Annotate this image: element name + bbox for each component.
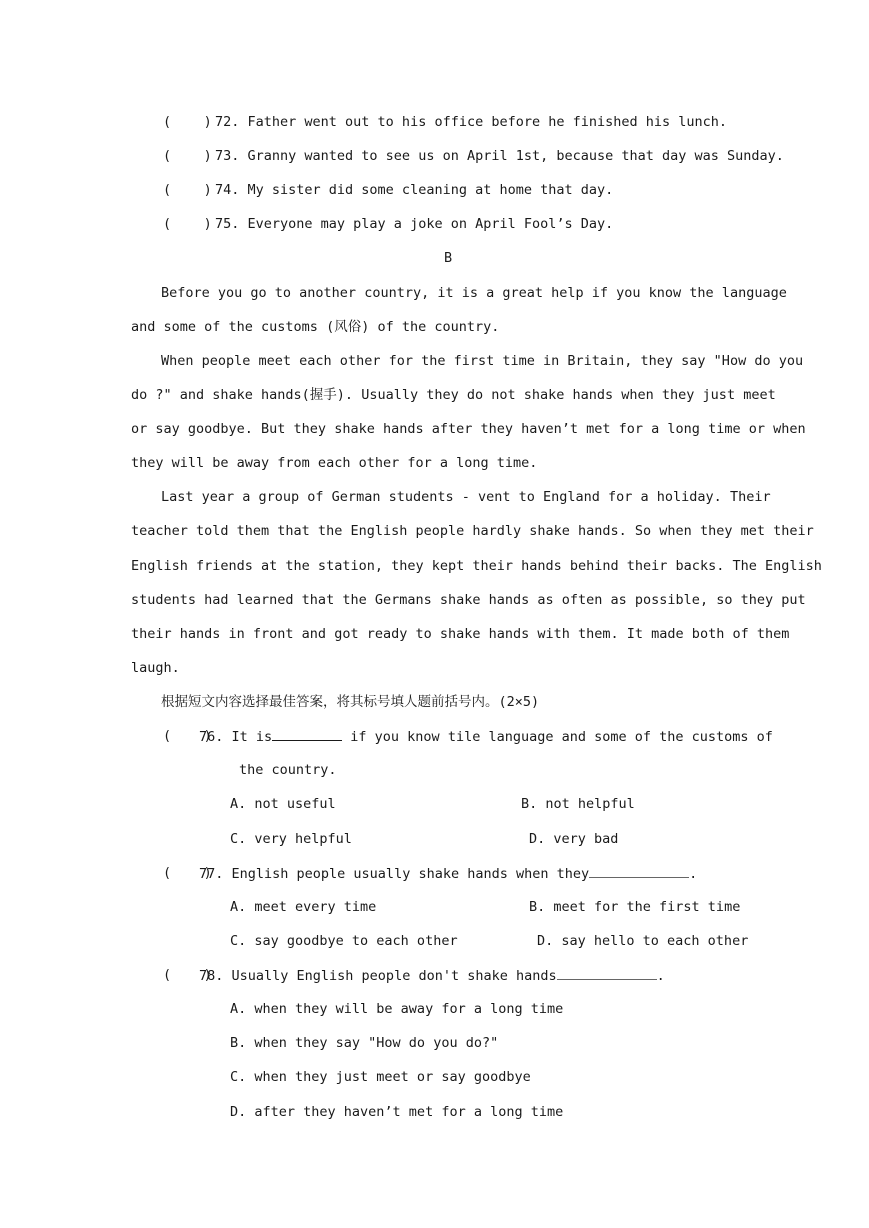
passage-line: and some of the customs (风俗) of the country. [131, 319, 500, 335]
answer-bracket: ( ) [163, 865, 212, 881]
option-d: D. very bad [529, 831, 619, 847]
option-a: A. when they will be away for a long time [230, 1001, 564, 1017]
answer-bracket: ( ) [163, 114, 212, 130]
option-c: C. say goodbye to each other [230, 933, 458, 949]
stem-text: 76. It is [199, 729, 273, 745]
passage-line: or say goodbye. But they shake hands after they haven’t met for a long time or when [131, 421, 806, 437]
section-label: B [444, 250, 453, 266]
passage-line: they will be away from each other for a long time. [131, 455, 538, 471]
option-d: D. say hello to each other [537, 933, 749, 949]
option-d: D. after they haven’t met for a long time [230, 1104, 564, 1120]
judge-item-73: 73. Granny wanted to see us on April 1st, because that day was Sunday. [215, 148, 784, 164]
option-a: A. not useful [230, 796, 336, 812]
passage-line: When people meet each other for the first time in Britain, they say "How do you [161, 353, 804, 369]
judge-item-75: 75. Everyone may play a joke on April Fool’s Day. [215, 216, 614, 232]
answer-bracket: ( ) [163, 148, 212, 164]
question-78-stem [199, 965, 665, 986]
answer-bracket: ( ) [163, 967, 212, 983]
passage-line: Before you go to another country, it is a great help if you know the language [161, 285, 787, 301]
answer-blank [557, 965, 657, 980]
stem-text: if you know tile language and some of the customs of [342, 729, 773, 745]
question-76-stem-cont: the country. [239, 762, 337, 778]
option-b: B. meet for the first time [529, 899, 741, 915]
answer-bracket: ( ) [163, 216, 212, 232]
instruction: 根据短文内容选择最佳答案，将其标号填人题前括号内。(2×5) [161, 694, 540, 710]
question-77-stem [199, 863, 697, 884]
judge-item-74: 74. My sister did some cleaning at home that day. [215, 182, 614, 198]
stem-text: . [656, 968, 665, 984]
judge-item-72: 72. Father went out to his office before he finished his lunch. [215, 114, 728, 130]
passage-line: their hands in front and got ready to shake hands with them. It made both of them [131, 626, 790, 642]
option-a: A. meet every time [230, 899, 377, 915]
passage-line: do ?" and shake hands(握手). Usually they do not shake hands when they just meet [131, 387, 776, 403]
answer-bracket: ( ) [163, 182, 212, 198]
answer-bracket: ( ) [163, 728, 212, 744]
option-c: C. very helpful [230, 831, 352, 847]
option-b: B. when they say "How do you do?" [230, 1035, 499, 1051]
passage-line: English friends at the station, they kept their hands behind their backs. The English [131, 558, 822, 574]
option-b: B. not helpful [521, 796, 635, 812]
answer-blank [272, 726, 342, 741]
option-c: C. when they just meet or say goodbye [230, 1069, 531, 1085]
passage-line: students had learned that the Germans shake hands as often as possible, so they put [131, 592, 806, 608]
passage-line: laugh. [131, 660, 180, 676]
passage-line: teacher told them that the English people hardly shake hands. So when they met their [131, 523, 814, 539]
stem-text: 78. Usually English people don't shake hands [199, 968, 557, 984]
question-76-stem [199, 726, 773, 747]
stem-text: . [689, 866, 698, 882]
passage-line: Last year a group of German students - vent to England for a holiday. Their [161, 489, 771, 505]
stem-text: 77. English people usually shake hands when they [199, 866, 590, 882]
answer-blank [589, 863, 689, 878]
